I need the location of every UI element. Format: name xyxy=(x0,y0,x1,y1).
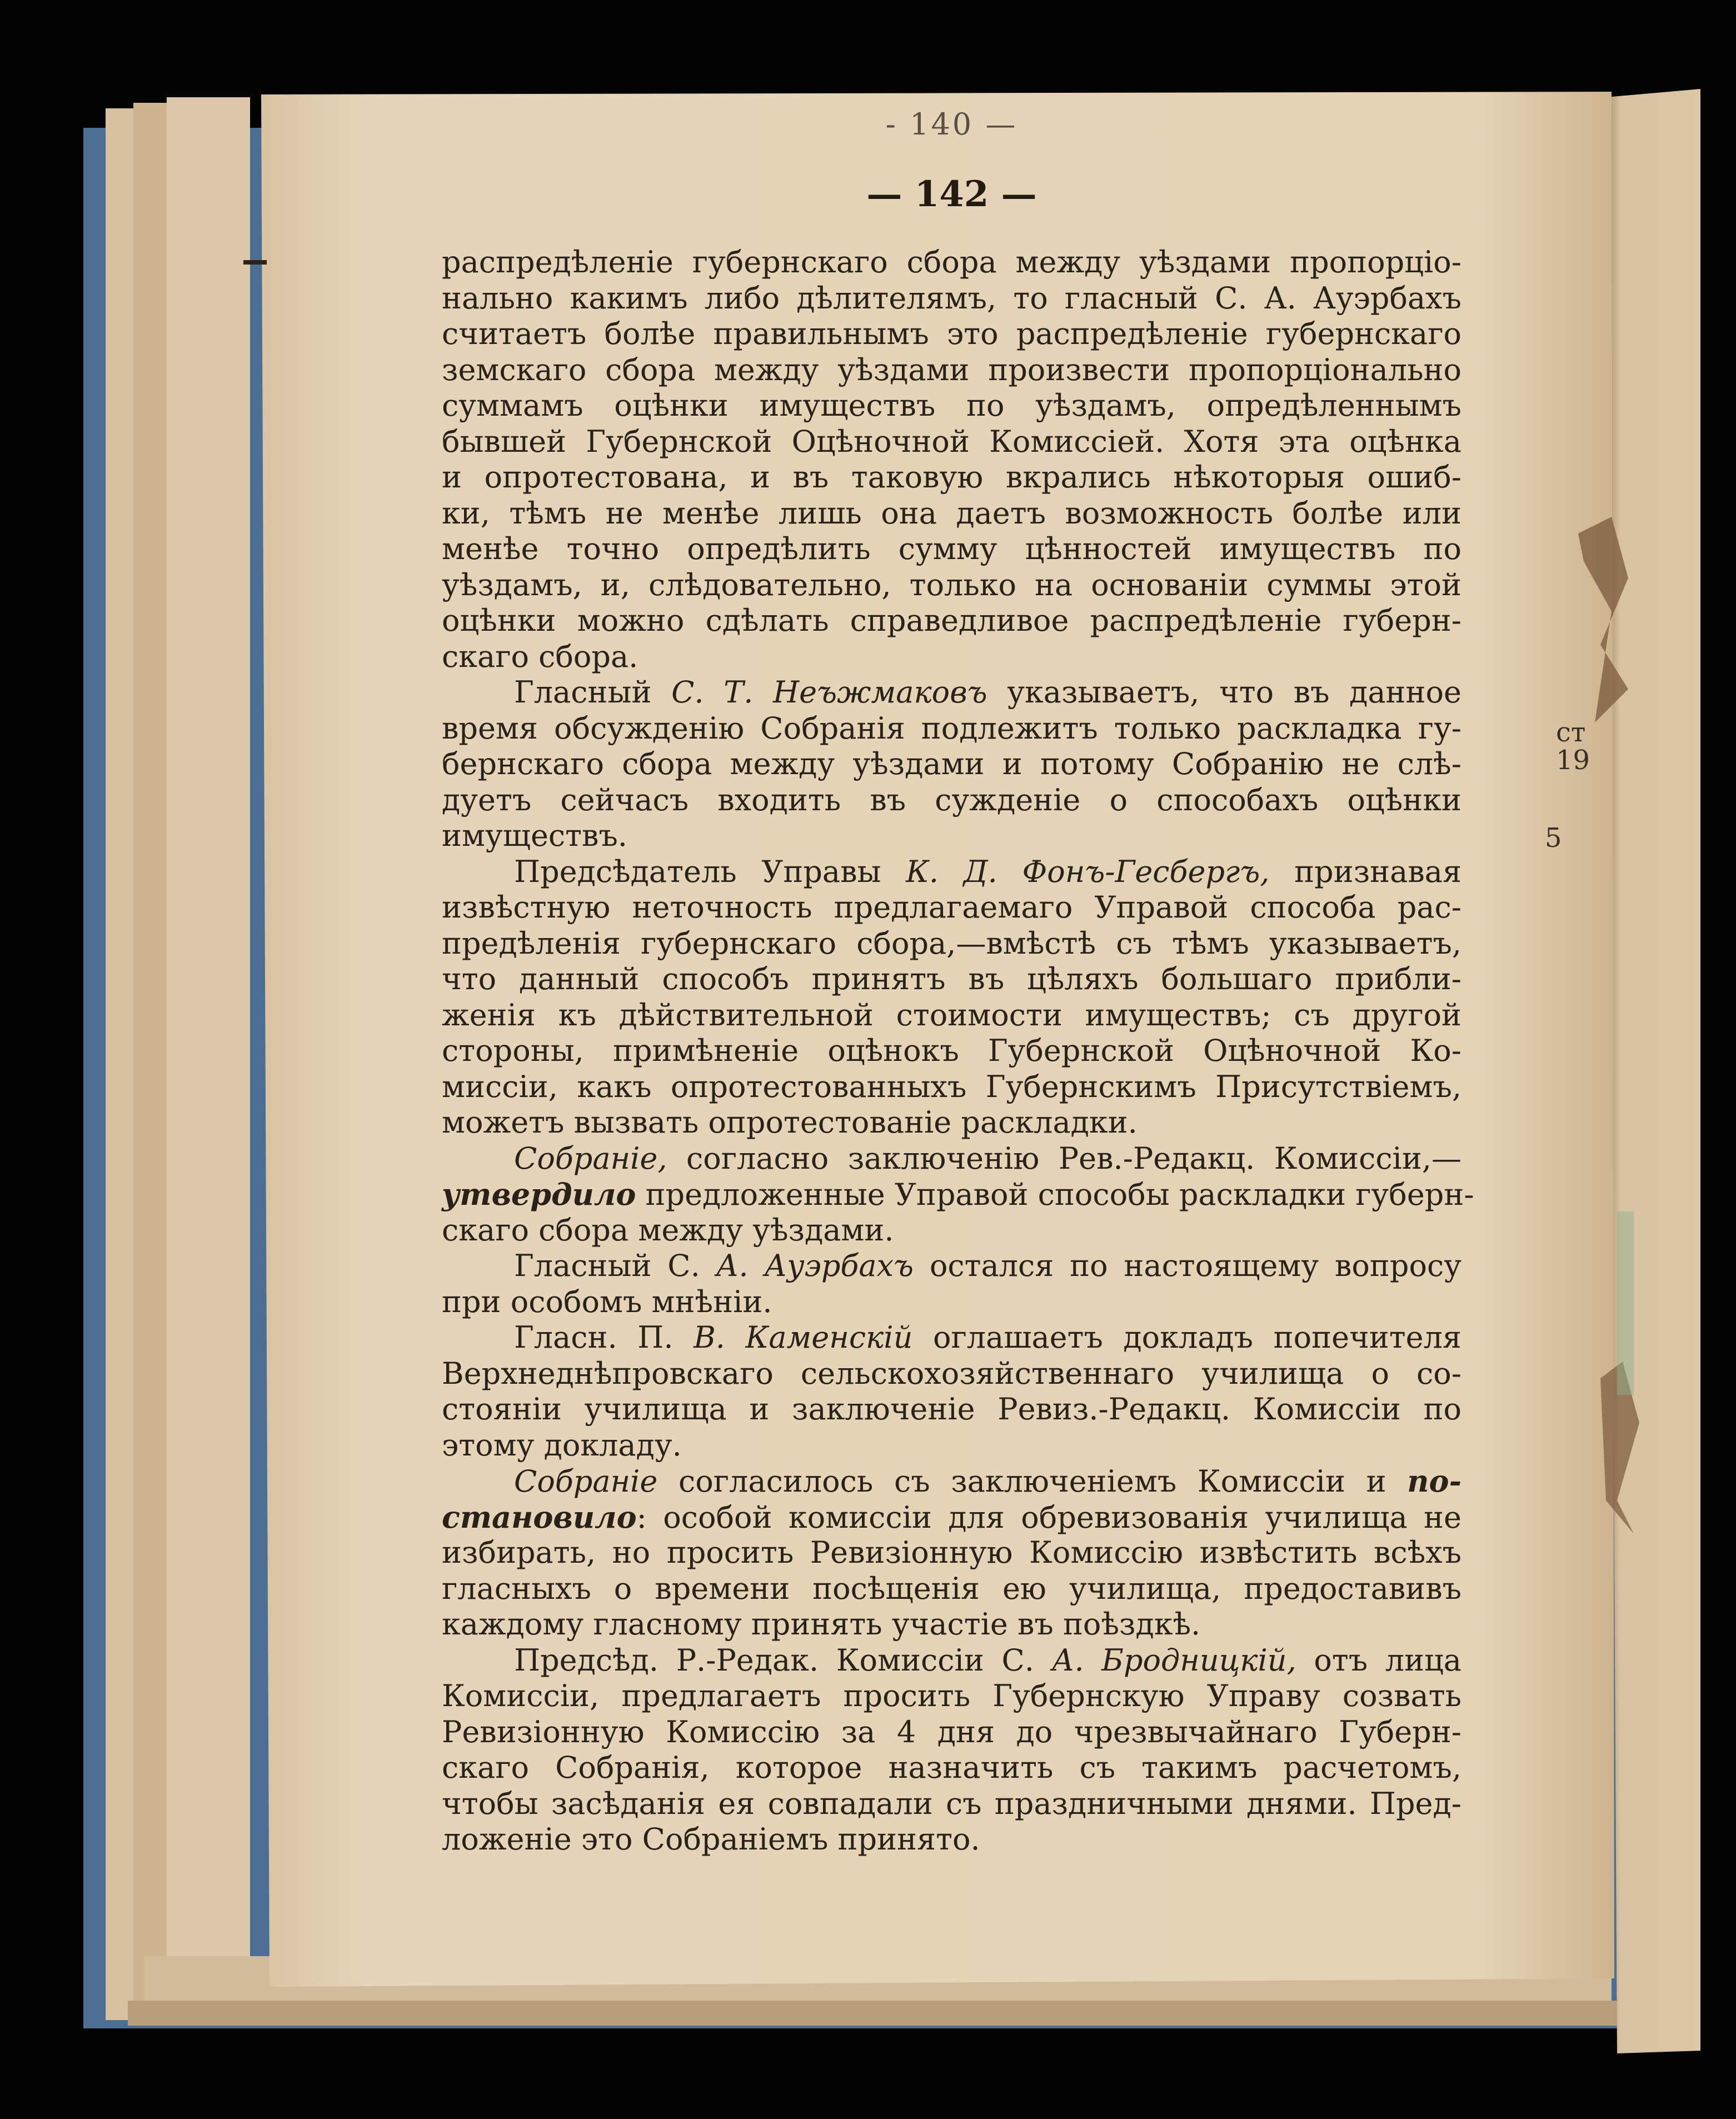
text-line xyxy=(442,1392,1461,1428)
text-run: Гласн. П. xyxy=(514,1320,694,1355)
text-line xyxy=(442,424,1461,460)
text-run: женія къ дѣйствительной стоимости имуществъ; съ другой xyxy=(442,997,1461,1033)
text-run: стороны, примѣненіе оцѣнокъ Губернской Оцѣночной Ко- xyxy=(442,1033,1461,1068)
text-line xyxy=(442,890,1461,926)
text-run: становило xyxy=(442,1499,637,1535)
text-run: извѣстную неточность предлагаемаго Управой способа рас- xyxy=(442,890,1461,925)
text-line xyxy=(442,746,1461,782)
text-line xyxy=(442,1069,1461,1105)
text-run: В. Каменскій xyxy=(694,1320,913,1355)
text-run: что данный способъ принятъ въ цѣляхъ большаго прибли- xyxy=(442,961,1461,996)
text-run: согласилось съ заключеніемъ Комиссіи и xyxy=(657,1464,1408,1499)
text-run: бернскаго сбора между уѣздами и потому Собранію не слѣ- xyxy=(442,746,1461,781)
text-line xyxy=(442,352,1461,388)
text-run: ки, тѣмъ не менѣе лишь она даетъ возможность болѣе или xyxy=(442,495,1461,531)
text-run: можетъ вызвать опротестованіе раскладки. xyxy=(442,1105,1138,1140)
text-run: распредѣленіе губернскаго сбора между уѣздами пропорціо- xyxy=(442,245,1461,280)
text-run: скаго сбора между уѣздами. xyxy=(442,1212,894,1248)
text-line xyxy=(442,782,1461,819)
text-run: Гласный С. xyxy=(514,1248,716,1283)
text-run: стояніи училища и заключеніе Ревиз.-Редакц. Комиссіи по xyxy=(442,1392,1461,1427)
text-run: каждому гласному принять участіе въ поѣздкѣ. xyxy=(442,1607,1201,1642)
text-line xyxy=(442,1033,1461,1069)
text-run: избирать, но просить Ревизіонную Комиссію извѣстить всѣхъ xyxy=(442,1535,1461,1570)
text-line xyxy=(442,1141,1461,1177)
text-run: земскаго сбора между уѣздами произвести пропорціонально xyxy=(442,352,1461,387)
text-run: Собраніе xyxy=(514,1464,658,1499)
text-run: отъ лица xyxy=(1296,1642,1462,1678)
text-run: : особой комиссіи для обревизованія училища не xyxy=(636,1499,1461,1535)
text-run: утвердило xyxy=(442,1176,636,1212)
text-line xyxy=(442,316,1461,352)
text-line xyxy=(442,961,1461,998)
text-run: ложеніе это Собраніемъ принято. xyxy=(442,1822,980,1857)
text-line xyxy=(442,1607,1461,1643)
text-run: Гласный xyxy=(514,675,672,710)
text-line xyxy=(442,1643,1461,1679)
text-run: Предсѣд. Р.-Редак. Комиссіи С. xyxy=(514,1642,1052,1678)
text-run: А. Ауэрбахъ xyxy=(716,1248,914,1283)
text-run: Собраніе, xyxy=(514,1140,667,1176)
text-line xyxy=(442,711,1461,747)
text-run: Верхнеднѣпровскаго сельскохозяйственнаго училища о со- xyxy=(442,1355,1461,1391)
text-line xyxy=(442,603,1461,639)
text-line xyxy=(442,388,1461,424)
text-line xyxy=(442,1320,1461,1356)
text-line xyxy=(442,1248,1461,1284)
text-line xyxy=(442,1786,1461,1822)
text-run: С. Т. Неъжмаковъ xyxy=(671,675,987,710)
text-run: К. Д. Фонъ-Гесбергъ, xyxy=(906,854,1270,889)
text-line xyxy=(442,1463,1461,1499)
text-line xyxy=(442,1105,1461,1141)
edge-fragment: 5 xyxy=(1545,822,1562,854)
text-run: уѣздамъ, и, слѣдовательно, только на основаніи суммы этой xyxy=(442,567,1461,602)
edge-fragment: 19 xyxy=(1556,745,1590,776)
text-line xyxy=(442,531,1461,567)
text-run: чтобы засѣданія ея совпадали съ праздничными днями. Пред- xyxy=(442,1786,1461,1821)
text-run: скаго Собранія, которое назначить съ такимъ расчетомъ, xyxy=(442,1750,1461,1785)
text-run: Комиссіи, предлагаетъ просить Губернскую Управу созвать xyxy=(442,1678,1461,1713)
text-run: миссіи, какъ опротестованныхъ Губернскимъ Присутствіемъ, xyxy=(442,1069,1461,1104)
left-edge-mark xyxy=(243,260,267,265)
text-run: считаетъ болѣе правильнымъ это распредѣленіе губернскаго xyxy=(442,316,1461,351)
text-line xyxy=(442,281,1461,317)
text-run: Предсѣдатель Управы xyxy=(514,854,906,889)
text-run: оцѣнки можно сдѣлать справедливое распредѣленіе губерн- xyxy=(442,603,1461,638)
text-line xyxy=(442,1356,1461,1392)
text-line xyxy=(442,818,1461,854)
text-run: суммамъ оцѣнки имуществъ по уѣздамъ, опредѣленнымъ xyxy=(442,388,1461,423)
text-run: по- xyxy=(1407,1463,1461,1499)
text-line xyxy=(442,675,1461,711)
text-run: скаго сбора. xyxy=(442,639,638,674)
edge-fragment: ст xyxy=(1556,717,1586,748)
text-run: остался по настоящему вопросу xyxy=(914,1248,1461,1283)
text-line xyxy=(442,496,1461,532)
text-line xyxy=(442,245,1461,281)
text-run: нально какимъ либо дѣлителямъ, то гласный С. А. Ауэрбахъ xyxy=(442,280,1461,316)
text-line xyxy=(442,567,1461,604)
text-line xyxy=(442,1535,1461,1571)
text-run: имуществъ. xyxy=(442,818,627,853)
text-run: А. Бродницкій, xyxy=(1051,1642,1296,1678)
text-run: этому докладу. xyxy=(442,1427,682,1463)
text-line xyxy=(442,998,1461,1034)
text-line xyxy=(442,926,1461,962)
page-number: — 142 — xyxy=(866,173,1037,215)
running-header: - 140 — xyxy=(885,107,1018,142)
text-run: дуетъ сейчасъ входить въ сужденіе о способахъ оцѣнки xyxy=(442,782,1461,817)
text-run: время обсужденію Собранія подлежитъ только раскладка гу- xyxy=(442,710,1461,746)
text-run: менѣе точно опредѣлить сумму цѣнностей имуществъ по xyxy=(442,531,1461,566)
body-text xyxy=(442,245,1474,1858)
text-line xyxy=(442,1428,1461,1464)
text-run: признавая xyxy=(1269,854,1462,889)
text-run: указываетъ, что въ данное xyxy=(987,675,1462,710)
text-line xyxy=(442,1750,1461,1786)
text-line xyxy=(442,1571,1461,1607)
text-run: бывшей Губернской Оцѣночной Комиссіей. Хотя эта оцѣнка xyxy=(442,423,1461,459)
text-run: и опротестована, и въ таковую вкрались нѣкоторыя ошиб- xyxy=(442,460,1461,495)
text-line xyxy=(442,1499,1461,1535)
text-line xyxy=(442,1714,1461,1751)
text-run: предѣленія губернскаго сбора,—вмѣстѣ съ тѣмъ указываетъ, xyxy=(442,925,1461,961)
text-run: предложенные Управой способы раскладки губерн- xyxy=(636,1177,1474,1212)
text-line xyxy=(442,1822,1461,1858)
text-run: гласныхъ о времени посѣщенія ею училища, предоставивъ xyxy=(442,1570,1461,1606)
text-line xyxy=(442,1176,1474,1213)
text-run: при особомъ мнѣніи. xyxy=(442,1284,772,1319)
text-line xyxy=(442,460,1461,496)
text-run: оглашаетъ докладъ попечителя xyxy=(912,1320,1461,1355)
text-line xyxy=(442,639,1461,675)
text-line xyxy=(442,1678,1461,1714)
text-line xyxy=(442,1213,1461,1249)
text-run: Ревизіонную Комиссію за 4 дня до чрезвычайнаго Губерн- xyxy=(442,1714,1461,1749)
text-run: согласно заключенію Рев.-Редакц. Комиссіи,— xyxy=(667,1140,1461,1176)
text-line xyxy=(442,854,1461,890)
text-line xyxy=(442,1284,1461,1320)
right-page xyxy=(1606,89,1700,2053)
